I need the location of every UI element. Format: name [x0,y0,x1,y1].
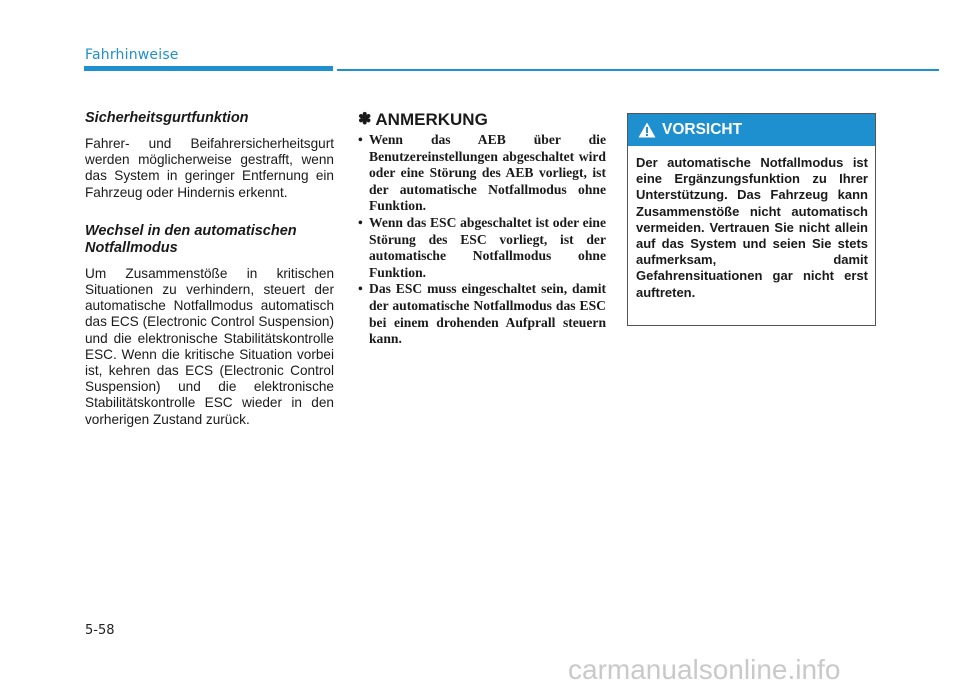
caution-title: VORSICHT [662,121,743,138]
note-item [358,281,606,347]
watermark: carmanualsonline.info [568,654,841,685]
note-heading-label: ANMERKUNG [375,110,488,129]
note-item [358,215,606,281]
note-list [358,132,606,348]
header-rule-thin [337,69,939,71]
bullet-icon: • [358,214,363,230]
left-column [85,110,334,450]
note-item-text: Das ESC muss eingeschaltet sein, damit der automatische Notfallmodus das ESC bei einem drohenden Aufprall steuern kann. [369,281,606,347]
note-heading [358,110,606,130]
note-item-text: Wenn das ESC abgeschaltet ist oder eine Störung des ESC vorliegt, ist der automatische Notfallmodus ohne Funktion. [369,214,606,280]
page-number: 5-58 [85,623,115,638]
caution-box [627,113,876,326]
section-text-emergency-mode: Um Zusammenstöße in kritischen Situationen zu verhindern, steuert der automatische Notfallmodus automatisch das ECS (Electronic Control Suspension) und die elektronische Stabilitätskontrolle ESC. Wenn die kritische Situation vorbei ist, kehren das ECS (Electronic Control Suspension) und die elektronische Stabilitätskontrolle ESC wieder in den vorherigen Zustand zurück. [85,265,334,427]
warning-triangle-icon [638,122,656,138]
header-rule-thick [84,66,333,71]
note-item [358,132,606,215]
caution-header [628,114,875,146]
bullet-icon: • [358,281,363,297]
note-column [358,110,606,348]
section-heading-emergency-mode: Wechsel in den automatischen Notfallmodus [85,222,297,256]
page-header-title: Fahrhinweise [85,47,179,63]
caution-text: Der automatische Notfallmodus ist eine Ergänzungsfunktion zu Ihrer Unterstützung. Das Fahrzeug kann Zusammenstöße nicht automatisch vermeiden. Vertrauen Sie nicht allein auf das System und seien Sie stets aufmerksam, damit Gefahrensituationen gar nicht erst auftreten. [636,155,868,300]
note-star-icon: ✽ [358,111,372,128]
section-heading-belt: Sicherheitsgurtfunktion [85,110,249,126]
note-item-text: Wenn das AEB über die Benutzereinstellungen abgeschaltet wird oder eine Störung des AEB vorliegt, ist der automatische Notfallmodus ohne Funktion. [369,132,606,214]
bullet-icon: • [358,132,363,147]
section-text-belt: Fahrer- und Beifahrersicherheitsgurt werden möglicherweise gestrafft, wenn das System in geringer Entfernung ein Fahrzeug oder Hindernis erkennt. [85,136,334,200]
